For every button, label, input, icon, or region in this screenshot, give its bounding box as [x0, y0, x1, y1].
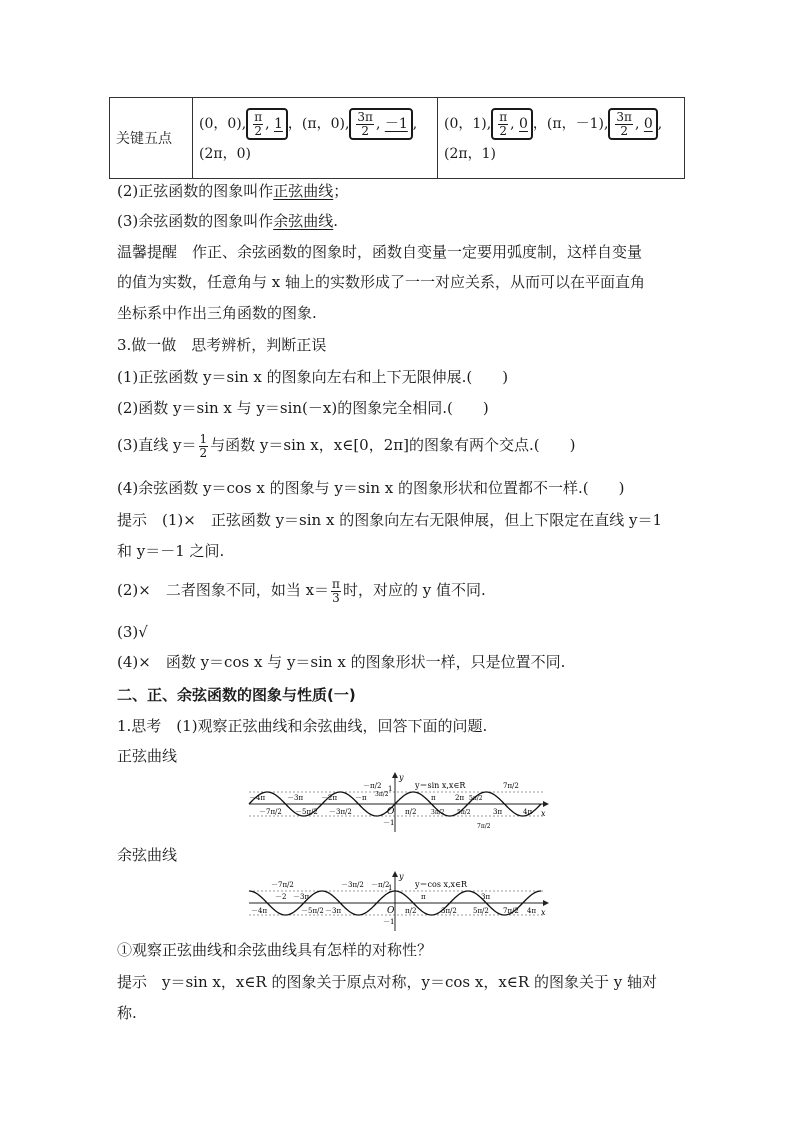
tick-b-7: 5π/2 [457, 809, 471, 816]
cos-points-cell: (0，1), $\frac{\pi}{2}$ , 0 ，(π，－1), $\frac{3\pi}{2}$ , 0 , (2π，1) [438, 98, 685, 179]
exercise-3: (3)直线 y＝ $\frac{1}{2}$ 与函数 y＝sin x，x∈[0，2π]的图象有两个交点.( ) [117, 431, 576, 460]
sin-points-cell: (0，0), $\frac{\pi}{2}$ , 1 ，(π，0), $\frac{3\pi}{2}$ , －1 , (2π，0) [193, 98, 438, 179]
sine-graph-label: y＝sin x,x∈R [415, 781, 466, 790]
cos-point-2: $\frac{\pi}{2}$ , 0 [491, 108, 533, 140]
cosine-caption: 余弦曲线 [117, 846, 178, 864]
tick-a-3: －π [355, 794, 367, 802]
tick-b-7: 4π [527, 907, 537, 915]
tick-a-9: 3π/2 [375, 791, 389, 798]
tick-b-1: －5π/2 [301, 907, 324, 915]
tick-b-8: 7π/2 [477, 823, 491, 830]
x-axis-label: x [541, 809, 546, 818]
row-label: 关键五点 [110, 98, 193, 179]
y-axis-label: y [399, 773, 404, 782]
tick-b-2: －3π/2 [329, 808, 352, 816]
origin-label: O [387, 906, 395, 916]
tick-b-3: π/2 [405, 808, 417, 816]
exercise-1: (1)正弦函数 y＝sin x 的图象向左右和上下无限伸展.( ) [117, 368, 509, 386]
tick-a-4: 3π [481, 893, 491, 901]
tick-b-0: －4π [251, 907, 268, 915]
exercise-title: 3.做一做 思考辨析，判断正误 [117, 336, 327, 354]
x-axis-label: x [541, 908, 546, 917]
question-1: 1.思考 (1)观察正弦曲线和余弦曲线，回答下面的问题. [117, 717, 488, 735]
tick-a-8: 5π/2 [469, 795, 483, 802]
tip-line-2: 的值为实数，任意角与 x 轴上的实数形成了一一对应关系，从而可以在平面直角 [117, 273, 645, 291]
exercise-4: (4)余弦函数 y＝cos x 的图象与 y＝sin x 的图象形状和位置都不一样.( ) [117, 479, 625, 497]
section-title: 二、正、余弦函数的图象与性质(一) [117, 686, 356, 704]
hint-3: (3)√ [117, 623, 148, 641]
tick-a-1: －3π/2 [341, 881, 364, 889]
y-tick-1: 1 [388, 884, 393, 892]
tick-b-5: 4π [523, 808, 533, 816]
y-axis-arrow [392, 772, 398, 778]
exercise-2: (2)函数 y＝sin x 与 y＝sin(－x)的图象完全相同.( ) [117, 399, 489, 417]
tick-a-2: －π/2 [371, 881, 390, 889]
answer-line-1: 提示 y＝sin x，x∈R 的图象关于原点对称，y＝cos x，x∈R 的图象关于 y 轴对 [117, 973, 657, 991]
cos-point-4: $\frac{3\pi}{2}$ , 0 [608, 108, 657, 140]
tick-b-0: －7π/2 [259, 808, 282, 816]
tick-b-6: 3π/2 [431, 809, 445, 816]
tick-a-6: －π/2 [363, 782, 382, 790]
y-axis-label: y [399, 872, 404, 881]
hint-4: (4)× 函数 y＝cos x 与 y＝sin x 的图象形状一样，只是位置不同. [117, 653, 566, 671]
symmetry-question: ①观察正弦曲线和余弦曲线具有怎样的对称性？ [117, 941, 433, 959]
definition-cosine-curve: (3)余弦函数的图象叫作余弦曲线. [117, 212, 339, 230]
tick-b-3: π/2 [405, 907, 417, 915]
tick-b-5: 5π/2 [473, 907, 489, 915]
cosine-curve-graph [245, 871, 550, 933]
sine-caption: 正弦曲线 [117, 747, 178, 765]
tick-a-5: －2 [275, 893, 287, 901]
tick-a-4: π [431, 794, 436, 802]
y-tick-1: 1 [388, 785, 393, 793]
x-axis-arrow [543, 801, 549, 807]
tick-b-4: 3π [493, 808, 503, 816]
tick-a-0: －7π/2 [271, 881, 294, 889]
tick-a-7: 7π/2 [503, 782, 519, 790]
tick-b-6: 7π/2 [503, 907, 519, 915]
tick-b-1: －5π/2 [295, 808, 318, 816]
origin-label: O [387, 807, 395, 817]
sine-curve-graph [245, 772, 550, 834]
tick-a-0: －4π [249, 794, 266, 802]
key-points-table [109, 97, 685, 179]
tick-a-6: －3π [293, 893, 310, 901]
tick-b-2: －3π [325, 907, 342, 915]
tick-a-1: －3π [287, 794, 304, 802]
sin-point-2: $\frac{\pi}{2}$ , 1 [246, 108, 288, 140]
y-tick-neg1: －1 [383, 819, 395, 827]
answer-line-2: 称. [117, 1004, 137, 1022]
tick-a-5: 2π [455, 794, 465, 802]
y-axis-arrow [392, 871, 398, 877]
hint-1-line-2: 和 y＝－1 之间. [117, 542, 225, 560]
tip-line-3: 坐标系中作出三角函数的图象. [117, 304, 317, 322]
sin-point-4: $\frac{3\pi}{2}$ , －1 [349, 108, 412, 140]
y-tick-neg1: －1 [383, 918, 395, 926]
tick-a-3: π [421, 893, 426, 901]
tip-line-1: 温馨提醒 作正、余弦函数的图象时，函数自变量一定要用弧度制，这样自变量 [117, 243, 643, 261]
tick-a-2: －2π [321, 794, 338, 802]
definition-sine-curve: (2)正弦函数的图象叫作正弦曲线； [117, 182, 349, 200]
hint-2: (2)× 二者图象不同，如当 x＝ $\frac{\pi}{3}$ 时，对应的 y 值不同. [117, 576, 486, 605]
cosine-graph-label: y＝cos x,x∈R [415, 880, 467, 889]
x-axis-arrow [543, 900, 549, 906]
tick-b-4: 3π/2 [441, 907, 457, 915]
hint-1-line-1: 提示 (1)× 正弦函数 y＝sin x 的图象向左右无限伸展，但上下限定在直线 y＝1 [117, 511, 662, 529]
